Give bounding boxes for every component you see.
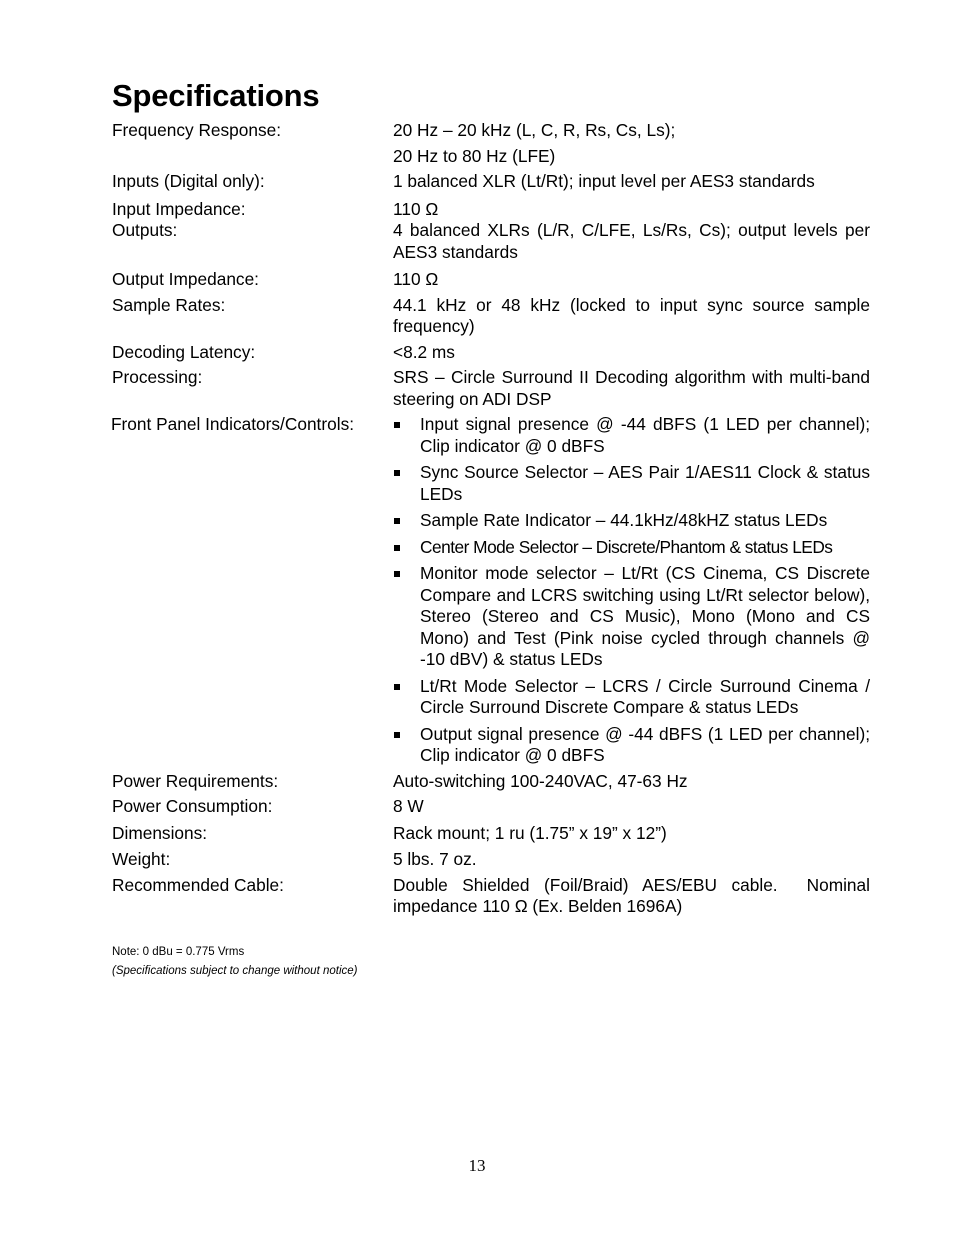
spec-label: Decoding Latency: <box>112 341 256 362</box>
bullet-icon <box>394 571 400 577</box>
disclaimer: (Specifications subject to change without notice) <box>112 965 358 977</box>
bullet-text: Output signal presence @ -44 dBFS (1 LED per channel); Clip indicator @ 0 dBFS <box>420 723 870 765</box>
spec-row-weight <box>112 849 870 871</box>
bullet-text: Sample Rate Indicator – 44.1kHz/48kHZ status LEDs <box>420 510 828 530</box>
bullet-item <box>392 414 870 457</box>
spec-value: 110 Ω <box>393 198 439 219</box>
spec-label: Power Requirements: <box>112 770 279 791</box>
spec-label: Input Impedance: <box>112 198 246 219</box>
bullet-item <box>392 676 870 719</box>
spec-row-output-impedance <box>112 269 870 291</box>
spec-label: Front Panel Indicators/Controls: <box>111 414 355 434</box>
bullet-icon <box>394 732 400 738</box>
bullet-text: Input signal presence @ -44 dBFS (1 LED per channel); Clip indicator @ 0 dBFS <box>420 414 870 456</box>
spec-value: 110 Ω <box>393 269 439 289</box>
spec-value: Auto-switching 100-240VAC, 47-63 Hz <box>393 770 688 791</box>
spec-label: Frequency Response: <box>112 120 282 140</box>
spec-label: Processing: <box>112 367 203 387</box>
spec-value: 8 W <box>393 796 424 816</box>
bullet-text: Sync Source Selector – AES Pair 1/AES11 Clock & status LEDs <box>420 462 870 504</box>
spec-value <box>393 120 870 167</box>
spec-row-processing <box>112 367 870 410</box>
spec-value: 4 balanced XLRs (L/R, C/LFE, Ls/Rs, Cs); output levels per AES3 standards <box>393 220 870 262</box>
spec-value: <8.2 ms <box>393 341 455 362</box>
bullet-item <box>392 563 870 671</box>
spec-value-line: 20 Hz to 80 Hz (LFE) <box>393 145 556 166</box>
spec-label: Dimensions: <box>112 822 208 843</box>
spec-row-front-panel <box>112 414 870 767</box>
spec-label: Output Impedance: <box>112 269 259 289</box>
bullet-text: Lt/Rt Mode Selector – LCRS / Circle Surround Cinema / Circle Surround Discrete Compare & status LEDs <box>420 675 870 717</box>
spec-row-outputs <box>112 220 870 263</box>
spec-row-power-requirements <box>112 771 870 793</box>
bullet-item <box>392 510 870 532</box>
page-title: Specifications <box>112 78 320 113</box>
spec-row-decoding-latency <box>112 342 870 364</box>
spec-label: Sample Rates: <box>112 294 226 315</box>
spec-row-inputs <box>112 171 870 193</box>
spec-value: 5 lbs. 7 oz. <box>393 849 477 869</box>
spec-value <box>392 414 870 767</box>
spec-value: Double Shielded (Foil/Braid) AES/EBU cable. Nominal impedance 110 Ω (Ex. Belden 1696A) <box>393 874 875 916</box>
spec-label: Outputs: <box>112 220 178 240</box>
bullet-item <box>392 537 870 559</box>
bullet-icon <box>394 518 400 524</box>
bullet-icon <box>394 545 400 551</box>
note: Note: 0 dBu = 0.775 Vrms <box>112 946 245 958</box>
spec-row-power-consumption <box>112 796 870 818</box>
bullet-icon <box>394 684 400 690</box>
spec-label: Inputs (Digital only): <box>112 171 265 191</box>
spec-value: 44.1 kHz or 48 kHz (locked to input sync source sample frequency) <box>393 294 870 336</box>
bullet-text: Monitor mode selector – Lt/Rt (CS Cinema, CS Discrete Compare and LCRS switching using Lt/Rt selector below), Stereo (Stereo and CS Music), Mono (Mono and CS Mono) and Test (Pink noise cycled through channels @ -10 dBV) & status LEDs <box>420 563 870 669</box>
spec-row-dimensions <box>112 823 870 845</box>
spec-label: Weight: <box>112 849 171 869</box>
bullet-list <box>392 414 870 767</box>
spec-label: Recommended Cable: <box>112 874 284 895</box>
spec-row-sample-rates <box>112 295 870 338</box>
bullet-icon <box>394 470 400 476</box>
spec-table <box>111 120 875 918</box>
spec-row-recommended-cable <box>112 874 875 918</box>
bullet-text: Center Mode Selector – Discrete/Phantom & status LEDs <box>420 536 833 557</box>
bullet-item <box>392 724 870 767</box>
bullet-item <box>392 462 870 505</box>
spec-value: 1 balanced XLR (Lt/Rt); input level per AES3 standards <box>393 171 815 191</box>
spec-value-line: 20 Hz – 20 kHz (L, C, R, Rs, Cs, Ls); <box>393 120 676 140</box>
spec-row-frequency-response <box>112 120 870 167</box>
spec-value: Rack mount; 1 ru (1.75” x 19” x 12”) <box>393 822 667 843</box>
spec-label: Power Consumption: <box>112 796 273 816</box>
spec-row-input-impedance <box>112 199 870 221</box>
spec-value: SRS – Circle Surround II Decoding algorithm with multi-band steering on ADI DSP <box>393 367 870 409</box>
page-number: 13 <box>468 1156 486 1175</box>
bullet-icon <box>394 422 400 428</box>
